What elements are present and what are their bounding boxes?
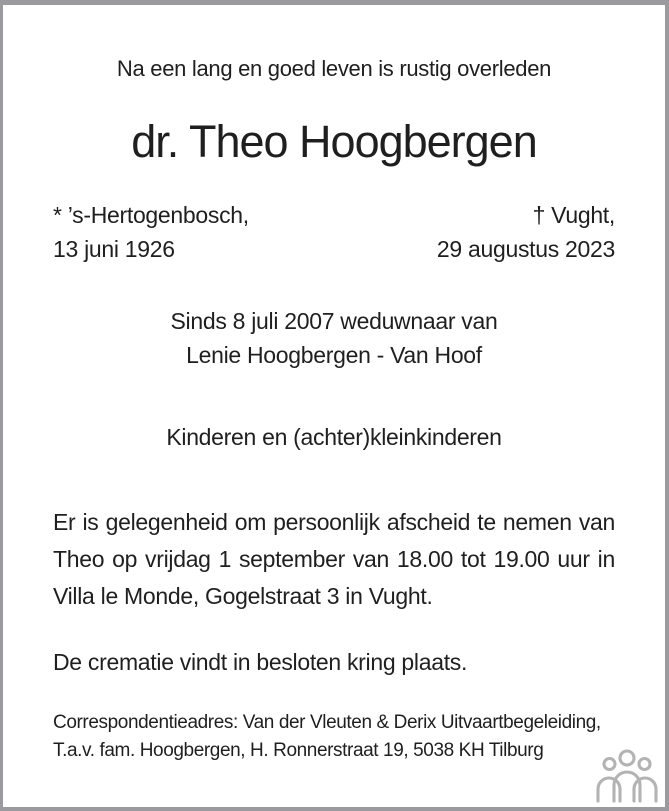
cremation-line: De crematie vindt in besloten kring plaats.: [53, 648, 468, 675]
family-line: Kinderen en (achter)kleinkinderen: [166, 423, 502, 450]
death-info: [437, 198, 615, 266]
birth-date: 13 juni 1926: [53, 235, 175, 262]
farewell-paragraph: Er is gelegenheid om persoonlijk afscheid te nemen van Theo op vrijdag 1 september van 18.00 tot 19.00 uur in Villa le Monde, Gogelstraat 3 in Vught.: [53, 508, 615, 609]
correspondence-line-1: Correspondentieadres: Van der Vleuten & Derix Uitvaartbegeleiding,: [53, 711, 601, 733]
birth-info: [53, 198, 249, 266]
correspondence-line-2: T.a.v. fam. Hoogbergen, H. Ronnerstraat 19, 5038 KH Tilburg: [53, 739, 544, 761]
deceased-name: dr. Theo Hoogbergen: [131, 115, 537, 167]
death-place: † Vught,: [532, 201, 615, 228]
widower-block: [53, 304, 615, 372]
birth-death-dates: [53, 198, 615, 266]
death-date: 29 augustus 2023: [436, 235, 615, 262]
widower-line: Sinds 8 juli 2007 weduwnaar van: [170, 307, 498, 334]
spouse-name: Lenie Hoogbergen - Van Hoof: [186, 341, 482, 368]
correspondence-address: [53, 709, 615, 765]
opening-line: Na een lang en goed leven is rustig overleden: [116, 56, 552, 81]
birth-place: * ’s-Hertogenbosch,: [53, 201, 249, 228]
family-people-icon: [595, 749, 659, 803]
